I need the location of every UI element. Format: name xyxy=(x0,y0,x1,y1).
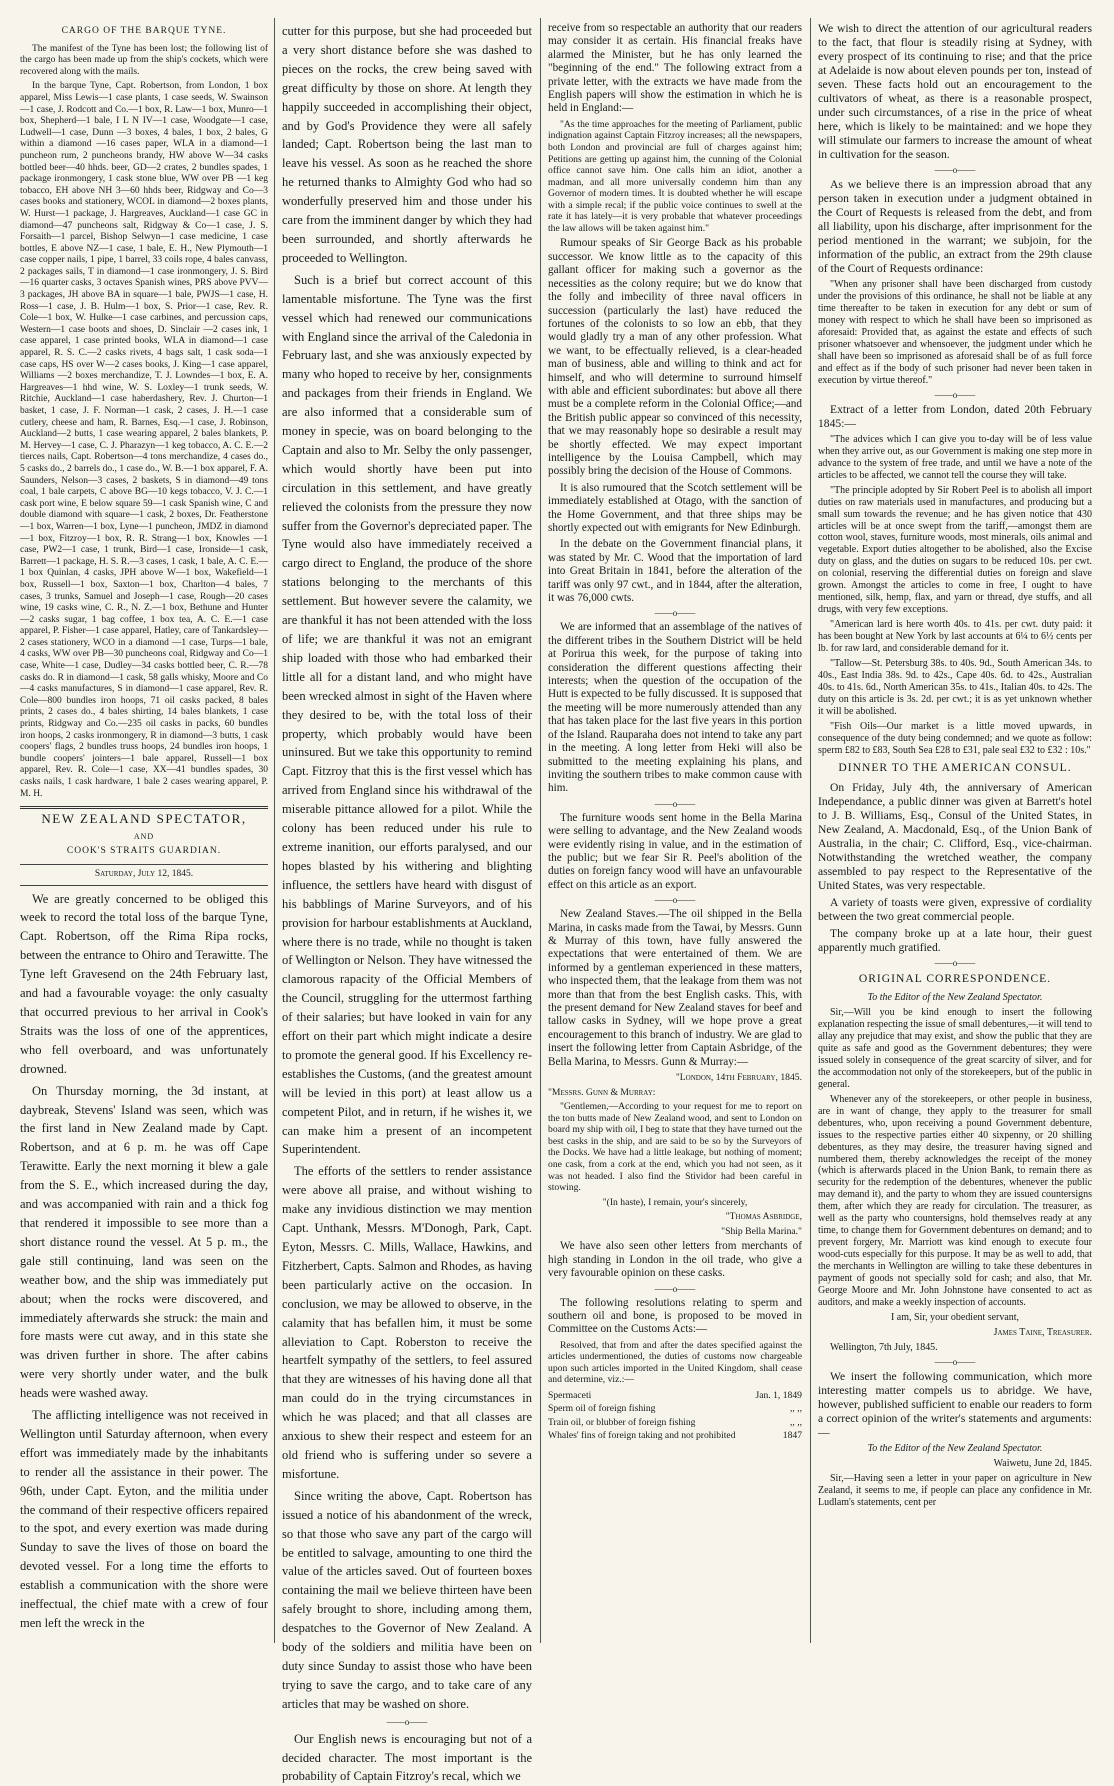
dateline-rule xyxy=(20,864,268,865)
letter-close: "(In haste), I remain, your's sincerely, xyxy=(602,1196,748,1208)
section-separator: ——o—— xyxy=(934,1357,976,1367)
duty-row: Sperm oil of foreign fishing ,, ,, xyxy=(548,1403,802,1415)
article-paragraph: As we believe there is an impression abroad that any person taken in execution under a judgment obtained in the Court of Requests is released from the debt, and from all liability, upon his discharge, after imprisonment for the period mentioned in the warrant; we subjoin, for the information of the public, an extract from the 29th clause of the Court of Requests ordinance: xyxy=(818,178,1092,275)
dinner-heading: DINNER TO THE AMERICAN CONSUL. xyxy=(838,760,1072,774)
duty-row: Spermaceti Jan. 1, 1849 xyxy=(548,1390,802,1402)
editor-address: To the Editor of the New Zealand Spectator. xyxy=(867,991,1043,1003)
article-paragraph: We are greatly concerned to be obliged this week to record the total loss of the barque Tyne, Capt. Robertson, off the Rima Ripa rocks, between the entrance to Ohiro and Terawitte. The Tyne left Gravesend on the 24th February last, and had a favourable voyage: the only casualty that occurred previous to her arrival in Cook's Straits was the loss of one of the apprentices, who fell overboard, and was unfortunately drowned. xyxy=(20,891,268,1076)
article-paragraph: Since writing the above, Capt. Robertson has issued a notice of his abandonment of the wreck, so that those who save any part of the cargo will be entitled to salvage, amounting to one third the value of the articles saved. Out of fourteen boxes containing the mail we believe thirteen have been safely brought to shore, including among them, despatches to the Governor of New Zealand. A body of the soldiers and militia have been on duty since Sunday to assist those who have been trying to save the cargo, and to take care of any articles that may be washed on shore. xyxy=(282,1488,532,1711)
correspondence-heading: ORIGINAL CORRESPONDENCE. xyxy=(858,971,1052,985)
letter-body: Whenever any of the storekeepers, or other people in business, are in want of change, they apply to the treasurer for small debentures, who, upon receiving a pound Government debenture, issues to the respective parties either 40 sixpenny, or 20 shilling debentures, as they may desire, the treasurer having signed and numbered them, thereby acknowledges the receipt of the money (which is afterwards placed in the Union Bank, to remain there as security for the redemption of the debentures, whenever the public may demand it), and the party to whom they are issued countersigns them, after which they are ready for circulation. The treasurer, as well as the party who countersigns, hold themselves ready at any time, to change them for Government debentures on demand; and to prevent forgery, Mr. Marriott was kind enough to execute four wood-cuts especially for this purpose. It may be as well to add, that the merchants in Wellington are willing to take these debentures in payment of goods not specially sold for cash; and also, that Mr. George Moore and Mr. John Johnstone have consented to act as auditors, and make a weekly inspection of accounts. xyxy=(818,1093,1092,1309)
editor-address: To the Editor of the New Zealand Spectator. xyxy=(867,1443,1043,1454)
masthead-and: AND xyxy=(133,831,155,841)
letter-signature: "Thomas Asbridge, xyxy=(725,1211,802,1223)
article-paragraph: receive from so respectable an authority that our readers may consider it as certain. His financial freaks have alarmed the Minister, but he has only learned the "beginning of the end." The following extract from a private letter, with the extracts we have made from the English papers will show the estimation in which he is held in England:— xyxy=(548,22,802,115)
masthead-title: NEW ZEALAND SPECTATOR, xyxy=(41,811,247,827)
article-paragraph: Such is a brief but correct account of this lamentable misfortune. The Tyne was the first vessel which had renewed our communications with England since the arrival of the Caledonia in February last, and she was anxiously expected by many who hoped to receive by her, consignments and packages from their friends in England. We are also informed that a considerable sum of money in specie, was on board belonging to the Captain and also to Mr. Selby the only passenger, which would shortly have been put into circulation in this settlement, and have greatly relieved the colonists from the pressure they now suffer from the Governor's depreciated paper. The Tyne would also have immediately received a cargo direct to England, the produce of the shore stations belonging to the merchants of this settlement. But however severe the calamity, we are thankful it has not been attended with the loss of life; we are thankful it was not an emigrant ship loaded with those who had embarked their little all for a distant land, and who might have been wrecked almost in sight of the Haven where they desired to be, with the total loss of their property, which probably would have been uninsured. But we take this opportunity to remind Capt. Fitzroy that this is the first vessel which has arrived from England since his withdrawal of the miserable pittance allowed for a pilot. While the colony has been reduced under his rule to extreme inanition, our efforts paralysed, and our hopes blasted by his withering and blighting influence, the settlers have heard with disgust of his babblings of Marine Surveyors, and of his provision for harbour establishments at Auckland, where there is no trade, while no thought is taken of Wellington or Nelson. They have witnessed the clamorous rapacity of the Official Members of the Council, struggling for the uttermost farthing of their salaries; but have looked in vain for any effort on their part which might indicate a desire to promote the general good. If his Excellency re-establishes the Customs, (and the greatest amount will be levied in this port) at least allow us a competent Pilot, and in return, if he wishes it, we can make him a present of an incompetent Superintendent. xyxy=(282,272,532,1157)
quoted-extract: "Tallow—St. Petersburg 38s. to 40s. 9d., South American 34s. to 40s., East India 38s. 9d. to 42s., Cape 40s. 6d. to 42s., Australian 40s. to 41s. 6d., North American 35s. to 41s., Italian 40s. to 42s. The duty on this article is 3s. 2d. per cwt.; it is as yet unknown whether it will be abolished. xyxy=(818,658,1092,718)
article-paragraph: On Thursday morning, the 3d instant, at daybreak, Stevens' Island was seen, which was the first land in New Zealand made by Capt. Robertson, and at 6 p. m. he was off Cape Terawitte. Early the next morning it blew a gale from the S. E., which increased during the day, and was accompanied with rain and a thick fog that rendered it impossible to see more than a short distance round the vessel. At 5 p. m., the gale still continuing, land was seen on the weather bow, and the ship was immediately put about; when the rocks were discovered, and immediately afterwards she struck: the main and fore masts were cut away, and in this state she was driven further in shore. The after cabins were very shortly under water, and the bulk heads were washed away. xyxy=(20,1083,268,1401)
dateline: Saturday, July 12, 1845. xyxy=(94,868,194,879)
duty-row: Whales' fins of foreign taking and not prohibited 1847 xyxy=(548,1430,802,1442)
section-separator: ——o—— xyxy=(934,389,976,400)
article-paragraph: It is also rumoured that the Scotch settlement will be immediately established at Otago, with the sanction of the Home Government, and that three ships may be shortly expected out with emigrants for New Edinburgh. xyxy=(548,481,802,534)
column-rule xyxy=(810,18,811,1643)
article-paragraph: We insert the following communication, which more interesting matter compels us to abridge. We have, however, published sufficient to enable our readers to form a correct opinion of the writer's statements and arguments:— xyxy=(818,1370,1092,1439)
cargo-intro: The manifest of the Tyne has been lost; the following list of the cargo has been made up from the ship's cockets, which were recovered along with the mails. xyxy=(20,43,268,77)
masthead-subtitle: COOK'S STRAITS GUARDIAN. xyxy=(66,846,222,857)
article-paragraph: Extract of a letter from London, dated 20th February 1845:— xyxy=(818,402,1092,430)
article-paragraph: We are informed that an assemblage of the natives of the different tribes in the Southern District will be held at Porirua this week, for the purpose of taking into consideration the different questions affecting their interests; when the question of the occupation of the Hutt is expected to be fully discussed. It is supposed that the meeting will be more numerously attended than any that has taken place for the last five years in this portion of the Island. Rauparaha does not intend to take any part in the meeting. A long letter from Heki will also be submitted to the meeting explaining his plans, and inviting the southern tribes to make common cause with him. xyxy=(548,621,802,795)
section-separator: ——o—— xyxy=(654,608,696,619)
article-paragraph: The efforts of the settlers to render assistance were above all praise, and without wishing to make any invidious distinction we may mention Capt. Unthank, Messrs. M'Donogh, Park, Capt. Eyton, Messrs. C. Mills, Wallace, Hawkins, and Fitzherbert, Capts. Salmon and Rhodes, as having been particularly active on the occasion. In conclusion, we may be allowed to observe, in the calamity that has befallen him, it must be some alleviation to Capt. Roberston to receive the heartfelt sympathy of the settlers, to feel assured that they are witnesses of his having done all that man could do in the trying circumstances in which he was placed; and that all classes are anxious to shew their respect and esteem for an old friend who is suffering under so severe a misfortune. xyxy=(282,1164,532,1481)
quoted-extract: "The advices which I can give you to-day will be of less value when they arrive out, as our Government is making one step more in advance to the system of free trade, and until we have a note of the articles to be affected, we cannot tell the course they will take. xyxy=(818,433,1092,481)
cargo-manifest: In the barque Tyne, Capt. Robertson, from London, 1 box apparel, Miss Lewis—1 case plants, 1 case seeds, W. Swainson—1 case, J. Rodcott and Co.—1 box, R. Law—1 box, Munro—1 box, Shepherd—1 bale, I L N IV—1 case, Woodgate—1 case, Ludwell—1 case, Dunn —3 boxes, 4 bales, 1 box, 2 bales, G within a diamond —16 cases paper, WLA in a diamond—1 puncheon rum, 2 puncheons brandy, HW above W—34 casks bottled beer—40 hhds. beer, GD—2 crates, 2 bundles spades, 1 package ironmongery, 1 cask stone blue, WW over PB —1 keg tobacco, EH above NH 3—60 hhds beer, Ridgway and Co—3 cases books and stationery, WCOL in diamond—2 boxes plants, W. Hurst—1 package, J. Hargreaves, Auckland—1 case GC in diamond—47 puncheons salt, Ridgway & Co—1 case, J. S. Forsaith—1 parcel, Bishop Selwyn—1 case medicine, 1 case bottles, E above NZ—1 case, 1 bale, E. H., New Plymouth—1 case copper nails, 1 pipe, 1 barrel, 33 coils rope, 4 bales canvass, 2 packages sails, T in diamond—1 case ironmongery, J. S. Bird—16 quarter casks, 3 octaves Spanish wines, PRS above PVV—3 packages, JH above BA in square—1 bale, PWJS—1 case, H. Ross—1 case, J. B. Hulm—1 box, S. Prior—1 case, Rev. R. Cole—1 box, W. Hulke—1 case carbines, and percussion caps, Western—1 case boots and shoes, D. Sinclair —2 cases ink, 1 case apparel, 1 case printed books, WLA in diamond—1 case apparel, R. S. C.—2 casks rivets, 4 bags salt, 1 cask soda—1 case caps, HS over W—2 cases books, J. King—1 case apparel, Williams —2 boxes merchandize, T. J. Lowndes—1 box, E. A. Hargreaves—1 hhd wine, W. S. Loxley—1 trunk seeds, W. Ritchie, Auckland—1 case haberdashery, Rev. J. Churton—1 basket, 1 case, J. F. Norman—1 cask, 2 cases, J. H.—1 case cutlery, cheese and ham, R. Barnes, Esq.—1 case, J. Robinson, Auckland—2 butts, 1 case wearing apparel, 2 bales blankets, P. M. Hervey—1 case, C. J. Pharazyn—1 keg tobacco, A. C. E.—2 tierces nails, Capt. Robertson—4 tons merchandize, 4 cases do., 5 casks do., 2 barrels do., 1 case do., W. B.—1 box apparel, F. A. Saunders, Nelson—3 cases, 2 baskets, S in diamond—49 tons coal, 1 bale carpets, C above BG—10 kegs tobacco, V. J. C.—1 cask port wine, E below square 59—1 cask Spanish wine, C and double diamond with square—1 cask, 2 boxes, Dr. Featherstone—1 box, Warren—1 box, Lyne—1 puncheon, JMDZ in diamond —1 box, Fitzroy—1 box, R. R. Strang—1 box, Knowles —1 case, PW2—1 case, 1 trunk, Bird—1 case, Ironside—1 cask, Barrett—1 package, H. S. R.—3 cases, 1 cask, 1 bale, A. C. E.—1 box Quinlan, 4 casks, JPH above W—1 box, Wakefield—1 box, Russell—1 box, Saxton—1 box, Charlton—4 bales, 7 cases, 3 trunks, Samuel and Joseph—1 case, Rough—20 cases wine, 19 casks wine, C. R., N. Z.—1 box, Bethune and Hunter —2 casks sugar, 1 bag coffee, 1 box tea, A. C. E.—1 case apparel, P. Fisher—1 case apparel, Hatley, care of Tankardsley—2 cases stationery, WCO in a diamond —1 case, Turps—1 bale, 4 casks, WW over PB—30 puncheons coal, Ridgway and Co—1 case, White—1 case, Dudley—34 casks bottled beer, C. R.—78 casks do. R in diamond—1 cask, 58 galls whisky, Moore and Co—4 casks manufactures, S in diamond—1 case apparel, Rev. R. Cole—800 bundles iron hoops, 71 oil casks packed, 8 bales prints, 2 cases do., 4 bales shirting, 14 bales blankets, 1 case prints, Ridgway and Co.—235 oil casks in packs, 60 bundles iron hoops, 2 casks ironmongery, R in diamond—3 butts, 1 cask coopers' flags, 2 bundles truss hoops, 24 bundles iron hoops, 1 bundle coopers' jointers—1 bale apparel, Russell—1 box apparel, Rev. R. Cole—1 case, XX—41 bundles spades, 30 casks nails, 1 cask hardware, 1 bale 2 cases wearing apparel, P. M. H. xyxy=(20,81,268,799)
article-paragraph: We have also seen other letters from merchants of high standing in London in the oil trade, who give a very favourable opinion on these casks. xyxy=(548,1240,802,1280)
section-separator: ——o—— xyxy=(654,1283,696,1294)
letter-body: Sir,—Having seen a letter in your paper on agriculture in New Zealand, it seems to me, if people can place any confidence in Mr. Ludlam's statements, cent per xyxy=(818,1472,1092,1508)
quoted-extract: "Fish Oils—Our market is a little moved upwards, in consequence of the duty being condemned; and we quote as follow: sperm £82 to £83, South Sea £28 to £31, pale seal £32 to £32 : 10s." xyxy=(818,721,1092,756)
column-rule xyxy=(274,18,275,1643)
article-paragraph: cutter for this purpose, but she had proceeded but a very short distance before she was dashed to pieces on the rocks, the crew being saved with great difficulty by those on shore. At length they happily succeeded in accomplishing their object, and by God's Providence they were all safely landed; Capt. Robertson being the last man to leave his vessel. As soon as he reached the shore he returned thanks to Almighty God who had so wonderfully preserved him and those under his care from the imminent danger by which they had been surrounded, and shortly afterwards he proceeded to Wellington. xyxy=(282,24,532,265)
article-paragraph: In the debate on the Government financial plans, it was stated by Mr. C. Wood that the importation of lard into Great Britain in 1841, before the alteration of the tariff was only 97 cwt., and in 1844, after the alteration, it was 76,000 cwts. xyxy=(548,538,802,605)
article-paragraph: Rumour speaks of Sir George Back as his probable successor. We know little as to the capacity of this gallant officer for making such a governor as the necessities as the colony require; but we do know that the folly and imbecility of three naval officers in succession (particularly the last) have reduced the fortunes of the colonists to so low an ebb, that they would gladly try a man of any other profession. What we want, to be effectually relieved, is a clear-headed man of business, able and willing to think and act for himself, and who will determine to surround himself with able and efficient subordinates: but above all there must be a complete reform in the Colonial Office;—and the British public appear so convinced of this necessity, that we may reasonably hope so desirable a result may be shortly effected. We may expect important intelligence by the Louisa Campbell, which may possibly bring the decision of the House of Commons. xyxy=(548,237,802,478)
cargo-heading: CARGO OF THE BARQUE TYNE. xyxy=(61,26,227,36)
letter-place-date: Wellington, 7th July, 1845. xyxy=(830,1342,938,1354)
letter-salutation: "Messrs. Gunn & Murray: xyxy=(548,1086,656,1098)
masthead-rule xyxy=(20,806,268,809)
article-paragraph: We wish to direct the attention of our agricultural readers to the fact, that flour is steadily rising at Sydney, with every prospect of its continuing to rise; and that the price at Adelaide is now about eleven pounds per ton, instead of seven. These facts hold out an encouragement to the cultivators of wheat, as there is a reasonable prospect, under such circumstances, of a rise in the price of wheat here, which is likely to be maintained: and we hope they will stimulate our farmers to increase the amount of wheat in cultivation for the season. xyxy=(818,22,1092,161)
article-paragraph: A variety of toasts were given, expressive of cordiality between the two great commercial people. xyxy=(818,895,1092,923)
column-4 xyxy=(818,22,1092,1641)
article-paragraph: Our English news is encouraging but not of a decided character. The most important is the probability of Captain Fitzroy's recal, which we xyxy=(282,1731,532,1784)
article-paragraph: The furniture woods sent home in the Bella Marina were selling to advantage, and the New Zealand woods were evidently rising in value, and in the estimation of the public; but we fear Sir R. Peel's abolition of the duties on foreign fancy wood will have an unfavourable effect on this article as an export. xyxy=(548,811,802,891)
letter-date: "London, 14th February, 1845. xyxy=(675,1072,802,1084)
section-separator: ——o—— xyxy=(934,165,976,175)
quoted-extract: "As the time approaches for the meeting of Parliament, public indignation against Captain Fitzroy increases; all the newspapers, both London and provincial are full of charges against him; Petitions are getting up against him, the cunning of the Colonial office cannot save him. One calls him an idiot, another a madman, and all more universally condemn him than any Governor of modern times. It is doubted whether he will escape with a simple recal; if the public voice continues to swell at the rate it has lately—it is very probable that whatever proceedings the law allows will be taken against him." xyxy=(548,118,802,234)
letter-signature-ship: "Ship Bella Marina." xyxy=(721,1225,802,1237)
article-paragraph: The company broke up at a late hour, their guest apparently much gratified. xyxy=(818,926,1092,954)
letter-body: Sir,—Will you be kind enough to insert the following explanation respecting the issue of small debentures,—it will tend to allay any prejudice that may exist, and show the public that they are quite as safe and good as the Government debentures; they were issued solely in consequence of the great scarcity of silver, and for the accommodation not only of the storekeepers, but of the public in general. xyxy=(818,1006,1092,1090)
section-separator: ——o—— xyxy=(934,957,976,968)
article-paragraph: New Zealand Staves.—The oil shipped in the Bella Marina, in casks made from the Tawai, by Messrs. Gunn & Murray of this town, have fully answered the expectations that were entertained of them. We are informed by a gentleman experienced in these matters, who inspected them, that the leakage from them was not more than that from the best English casks. This, with the present demand for New Zealand staves for beef and tallow casks in Sydney, will we hope prove a great encouragement to this branch of industry. We are glad to insert the following letter from Captain Asbridge, of the Bella Marina, to Messrs. Gunn & Murray:— xyxy=(548,908,802,1068)
article-paragraph: On Friday, July 4th, the anniversary of American Independance, a public dinner was given at Barrett's hotel to J. B. Williams, Esq., Consul of the United States, in New Zealand, A. Macdonald, Esq., of the Union Bank of Australia, in the chair; C. Clifford, Esq., vice-chairman. Notwithstanding the wretched weather, the company assembled to pay respect to the Representative of the United States, was very respectable. xyxy=(818,780,1092,892)
section-separator: ——o—— xyxy=(654,798,696,809)
section-separator: ——o—— xyxy=(386,1716,428,1727)
column-2 xyxy=(282,22,532,1784)
duty-row: Train oil, or blubber of foreign fishing ,, ,, xyxy=(548,1416,802,1428)
column-3 xyxy=(548,22,802,1641)
article-paragraph: The following resolutions relating to sperm and southern oil and bone, is proposed to be moved in Committee on the Customs Acts:— xyxy=(548,1296,802,1336)
section-separator: ——o—— xyxy=(654,895,696,906)
quoted-extract: "American lard is here worth 40s. to 41s. per cwt. duty paid: it has been bought at New York by last accounts at 6¼ to 6½ cents per lb. for raw lard, and considerable demand for it. xyxy=(818,619,1092,655)
article-paragraph: The afflicting intelligence was not received in Wellington until Saturday afternoon, when every effort was immediately made by the inhabitants to render all the assistance in their power. The 96th, under Capt. Eyton, and the militia under the command of their respective officers repaired to the spot, and every exertion was made during Sunday to save the lives of those on board the devoted vessel. For a long time the efforts to establish a communication with the shore were ineffectual, the chief mate with a crew of four men left the wreck in the xyxy=(20,1408,268,1630)
letter-signature: James Taine, Treasurer. xyxy=(993,1327,1092,1339)
letter-close: I am, Sir, your obedient servant, xyxy=(890,1312,1020,1324)
column-rule xyxy=(540,18,541,1643)
quoted-extract: "When any prisoner shall have been discharged from custody under the provisions of this ordinance, he shall not be liable at any time thereafter to be taken in execution for any debt or sum of money with respect to which he shall have been so imprisoned as aforesaid: Provided that, as against the estate and effects of such prisoner whatsoever and whensoever, the judgment under which he shall have been so imprisoned as aforesaid shall be of as full force and effect as if the body of such prisoner had never been taken in execution by virtue thereof." xyxy=(818,279,1092,386)
column-1 xyxy=(20,22,268,1641)
dateline-rule-bottom xyxy=(20,885,268,886)
resolution-text: Resolved, that from and after the dates specified against the articles undermentioned, the duties of customs now chargeable upon such articles imported in the United Kingdom, shall cease and determine, viz.:— xyxy=(548,1339,802,1386)
quoted-extract: "The principle adopted by Sir Robert Peel is to abolish all import duties on raw materials used in manufactures, and producing but a small sum towards the revenue; and he has given notice that 430 articles will be at once swept from the tariff,—amongst them are cotton wool, staves, furniture woods, most minerals, oils animal and vegetable. Export duties altogether to be abolished, also the Excise duty on glass, and the duties on sugars to be reduced 10s. per cwt. on colonial, reserving the differential duties on foreign and slave grown. Amongst the articles to come in free, I ought to have mentioned, silk, hemp, flax, and yarn or thread, dye stuffs, and all drugs, with very few exceptions. xyxy=(818,484,1092,616)
letter-place-date: Waiwetu, June 2d, 1845. xyxy=(993,1457,1092,1469)
letter-body: "Gentlemen,—According to your request for me to report on the ton butts made of New Zealand wood, and sent to London on board my ship with oil, I beg to state that they have turned out the best casks in the ship, and are said to be so by the Surveyors of the Docks. We have had a little leakage, but nothing of moment; one cask, from a cork at the end, which you had not seen, as it was not headed. I also find the Stividor had been careful in stowing. xyxy=(548,1101,802,1194)
